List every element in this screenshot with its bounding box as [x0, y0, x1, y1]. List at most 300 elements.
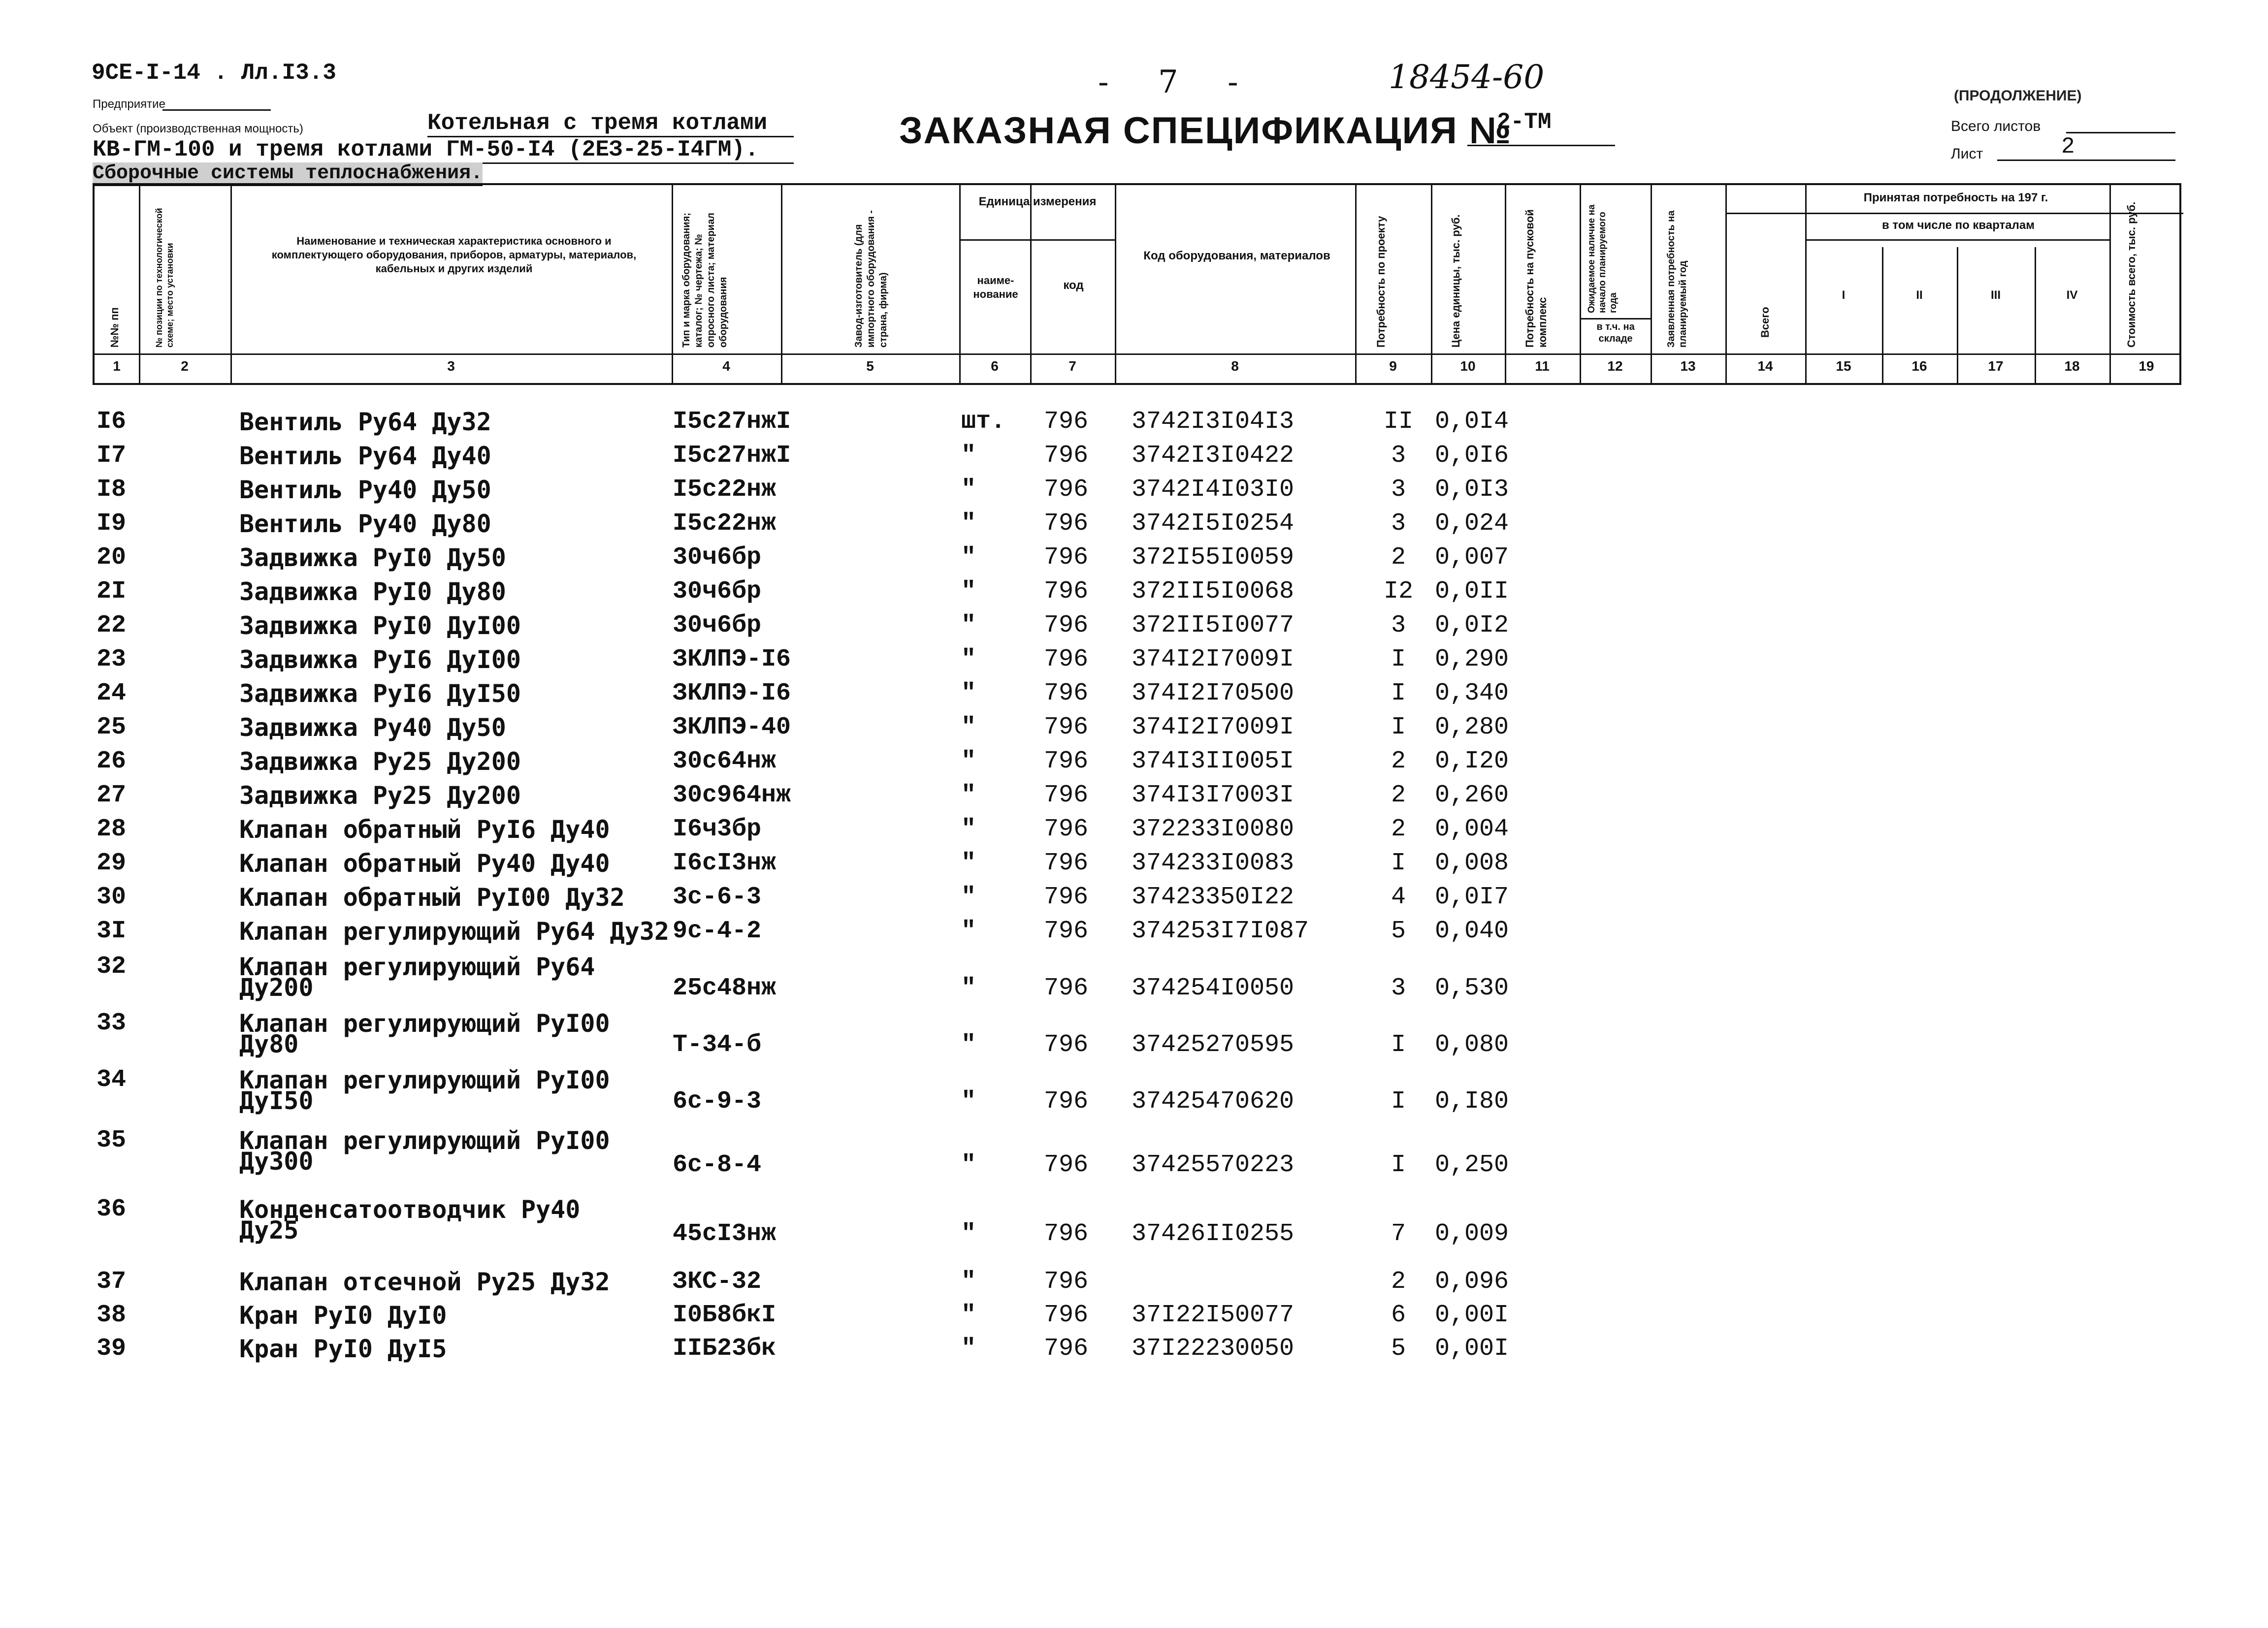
- page-mark: - 7 -: [1098, 64, 1258, 100]
- row-number: 28: [97, 815, 127, 843]
- row-type: 30ч6бр: [673, 543, 762, 572]
- colnum-17: 17: [1988, 358, 2004, 374]
- row-unit-code: 796: [1044, 679, 1089, 707]
- row-equipment-code: 374I3II005I: [1132, 747, 1295, 775]
- col-divider: [1651, 185, 1652, 383]
- table-row: [0, 577, 2268, 612]
- header-number-divider: [95, 353, 2179, 355]
- row-name: Клапан обратный РуI00 Ду32: [239, 883, 625, 912]
- row-equipment-code: 374254I0050: [1132, 974, 1295, 1002]
- row-number: 37: [97, 1268, 127, 1296]
- header-q2: II: [1916, 288, 1923, 302]
- row-number: 38: [97, 1301, 127, 1329]
- row-need: I: [1391, 679, 1406, 707]
- row-name-line2: Ду80: [239, 1030, 299, 1058]
- row-unit: ": [961, 917, 976, 945]
- hand-number: 18454-60: [1389, 58, 1545, 96]
- row-equipment-code: 37426II0255: [1132, 1220, 1295, 1248]
- col-divider: [1355, 185, 1357, 383]
- row-need: 2: [1391, 781, 1406, 809]
- table-row: [0, 883, 2268, 918]
- row-unit-code: 796: [1044, 645, 1089, 673]
- row-name: Клапан регулирующий Ру64 Ду32: [239, 917, 669, 946]
- table-row: [0, 1066, 2268, 1120]
- table-row: [0, 1009, 2268, 1063]
- table-row: [0, 1268, 2268, 1302]
- row-equipment-code: 3742I3I0422: [1132, 442, 1295, 470]
- colnum-13: 13: [1680, 358, 1696, 374]
- row-need: 3: [1391, 974, 1406, 1002]
- row-price: 0,0I6: [1435, 442, 1509, 470]
- row-number: I8: [97, 476, 127, 504]
- table-row: [0, 679, 2268, 714]
- object-text-1: Котельная с тремя котлами: [427, 110, 794, 137]
- row-type: 30с64нж: [673, 747, 777, 775]
- row-unit: ": [961, 510, 976, 538]
- header-accepted: Принятая потребность на 197 г.: [1863, 191, 2048, 204]
- row-name: Кран РуI0 ДуI5: [239, 1335, 447, 1363]
- row-number: 25: [97, 713, 127, 741]
- row-price: 0,009: [1435, 1220, 1509, 1248]
- row-need: 3: [1391, 442, 1406, 470]
- table-row: [0, 1195, 2268, 1254]
- header-c4: Тип и марка оборудования; каталог; № чертежа; № опросного листа; материал оборудования: [681, 213, 729, 348]
- header-c13: Заявленная потребность на планируемый год: [1666, 210, 1688, 348]
- colnum-9: 9: [1389, 358, 1397, 374]
- row-number: I9: [97, 510, 127, 538]
- row-number: 27: [97, 781, 127, 809]
- colnum-4: 4: [722, 358, 730, 374]
- row-type: 30ч6бр: [673, 611, 762, 639]
- row-unit: ": [961, 1268, 976, 1296]
- row-type: IIБ23бк: [673, 1335, 777, 1363]
- row-price: 0,00I: [1435, 1301, 1509, 1329]
- colnum-12: 12: [1607, 358, 1623, 374]
- row-unit: ": [961, 543, 976, 572]
- row-equipment-code: 374I2I70500: [1132, 679, 1295, 707]
- row-name: Клапан регулирующий РуI00: [239, 1009, 610, 1038]
- row-need: 2: [1391, 1268, 1406, 1296]
- row-unit-code: 796: [1044, 1220, 1089, 1248]
- row-need: I2: [1383, 577, 1413, 606]
- col-divider: [1725, 185, 1727, 383]
- row-name: Клапан обратный Ру40 Ду40: [239, 849, 610, 878]
- row-unit-code: 796: [1044, 577, 1089, 606]
- row-number: 36: [97, 1195, 127, 1223]
- table-row: [0, 953, 2268, 1007]
- row-equipment-code: 374I2I7009I: [1132, 713, 1295, 741]
- row-equipment-code: 372II5I0077: [1132, 611, 1295, 639]
- header-q1: I: [1842, 288, 1846, 302]
- header-q3: III: [1990, 288, 2001, 302]
- row-type: ЗКЛПЭ-I6: [673, 645, 791, 673]
- object-text-2: КВ-ГМ-100 и тремя котлами ГМ-50-I4 (2ЕЗ-25-I4ГМ).: [93, 137, 794, 164]
- row-unit-code: 796: [1044, 849, 1089, 877]
- row-unit: ": [961, 611, 976, 639]
- row-name: Клапан регулирующий РуI00: [239, 1066, 610, 1094]
- continuation-label: (ПРОДОЛЖЕНИЕ): [1954, 88, 2082, 104]
- row-unit-code: 796: [1044, 476, 1089, 504]
- table-row: [0, 476, 2268, 510]
- row-name: Задвижка РуI6 ДуI50: [239, 679, 521, 708]
- row-type: I5с22нж: [673, 476, 777, 504]
- header-c7: код: [1063, 279, 1084, 292]
- row-type: ЗКС-32: [673, 1268, 762, 1296]
- row-name: Вентиль Ру40 Ду50: [239, 476, 491, 504]
- row-name: Конденсатоотводчик Ру40: [239, 1195, 581, 1224]
- row-equipment-code: 3742I5I0254: [1132, 510, 1295, 538]
- row-price: 0,080: [1435, 1031, 1509, 1059]
- row-equipment-code: 37425570223: [1132, 1151, 1295, 1179]
- row-unit-code: 796: [1044, 611, 1089, 639]
- row-equipment-code: 374253I7I087: [1132, 917, 1309, 945]
- colnum-7: 7: [1069, 358, 1076, 374]
- row-name: Кран РуI0 ДуI0: [239, 1301, 447, 1330]
- row-equipment-code: 37I22230050: [1132, 1335, 1295, 1363]
- row-number: 32: [97, 953, 127, 981]
- col-divider: [1431, 185, 1432, 383]
- row-name: Задвижка Ру25 Ду200: [239, 781, 521, 810]
- row-equipment-code: 374I3I7003I: [1132, 781, 1295, 809]
- row-unit-code: 796: [1044, 1087, 1089, 1116]
- col-divider: [672, 185, 673, 383]
- colnum-14: 14: [1757, 358, 1773, 374]
- row-number: I7: [97, 442, 127, 470]
- row-name-line2: Ду300: [239, 1147, 314, 1176]
- colnum-18: 18: [2064, 358, 2080, 374]
- col-divider: [1030, 185, 1032, 383]
- object-text-3: Сборочные системы теплоснабжения.: [93, 162, 483, 186]
- row-price: 0,040: [1435, 917, 1509, 945]
- header-c1: №№ пп: [108, 307, 121, 348]
- row-need: 4: [1391, 883, 1406, 911]
- row-number: 26: [97, 747, 127, 775]
- row-need: 5: [1391, 917, 1406, 945]
- header-c11: Потребность на пусковой комплекс: [1523, 209, 1549, 348]
- row-unit-code: 796: [1044, 442, 1089, 470]
- row-name: Задвижка Ру25 Ду200: [239, 747, 521, 776]
- row-equipment-code: 3742I3I04I3: [1132, 408, 1295, 436]
- colnum-2: 2: [181, 358, 189, 374]
- row-unit: ": [961, 815, 976, 843]
- row-price: 0,I80: [1435, 1087, 1509, 1116]
- row-type: 6с-9-3: [673, 1087, 762, 1116]
- row-equipment-code: 372II5I0068: [1132, 577, 1295, 606]
- header-c10: Цена единицы, тыс. руб.: [1450, 214, 1462, 348]
- row-name: Задвижка Ру40 Ду50: [239, 713, 506, 742]
- row-equipment-code: 37425270595: [1132, 1031, 1295, 1059]
- col-divider: [2109, 185, 2111, 383]
- row-unit: шт.: [961, 408, 1006, 436]
- table-row: [0, 408, 2268, 442]
- page-title: ЗАКАЗНАЯ СПЕЦИФИКАЦИЯ №: [899, 110, 1512, 152]
- row-price: 0,0I3: [1435, 476, 1509, 504]
- row-number: 22: [97, 611, 127, 639]
- enterprise-label: Предприятие: [93, 97, 165, 111]
- row-need: I: [1391, 645, 1406, 673]
- row-unit: ": [961, 476, 976, 504]
- col-divider: [1505, 185, 1506, 383]
- row-unit: ": [961, 974, 976, 1002]
- sheet-label: Лист: [1951, 146, 1983, 162]
- row-number: 30: [97, 883, 127, 911]
- header-c2: № позиции по технологической схеме; место установки: [154, 208, 175, 348]
- row-unit-code: 796: [1044, 747, 1089, 775]
- row-name-line2: Ду200: [239, 973, 314, 1002]
- row-equipment-code: 372I55I0059: [1132, 543, 1295, 572]
- row-unit: ": [961, 1031, 976, 1059]
- row-need: 2: [1391, 815, 1406, 843]
- row-price: 0,0I2: [1435, 611, 1509, 639]
- colnum-6: 6: [991, 358, 999, 374]
- table-row: [0, 849, 2268, 884]
- row-type: 3с-6-3: [673, 883, 762, 911]
- row-unit-code: 796: [1044, 1335, 1089, 1363]
- table-row: [0, 1335, 2268, 1369]
- col-divider: [1805, 185, 1807, 383]
- enterprise-line: [162, 109, 271, 111]
- row-need: 3: [1391, 476, 1406, 504]
- row-unit-code: 796: [1044, 917, 1089, 945]
- row-name: Задвижка РуI0 Ду80: [239, 577, 506, 606]
- header-q4: IV: [2066, 288, 2078, 302]
- row-price: 0,024: [1435, 510, 1509, 538]
- row-unit-code: 796: [1044, 543, 1089, 572]
- table-row: [0, 645, 2268, 680]
- row-price: 0,290: [1435, 645, 1509, 673]
- table-row: [0, 747, 2268, 782]
- row-name: Задвижка РуI0 Ду50: [239, 543, 506, 572]
- row-type: 30ч6бр: [673, 577, 762, 606]
- row-price: 0,0I4: [1435, 408, 1509, 436]
- row-need: 7: [1391, 1220, 1406, 1248]
- row-type: 9с-4-2: [673, 917, 762, 945]
- row-type: 6с-8-4: [673, 1151, 762, 1179]
- row-price: 0,0II: [1435, 577, 1509, 606]
- row-type: 45сI3нж: [673, 1220, 777, 1248]
- row-name: Клапан отсечной Ру25 Ду32: [239, 1268, 610, 1296]
- row-name: Задвижка РуI6 ДуI00: [239, 645, 521, 674]
- accepted-divider: [1725, 213, 2183, 214]
- row-equipment-code: 3742I4I03I0: [1132, 476, 1295, 504]
- row-number: 39: [97, 1335, 127, 1363]
- row-equipment-code: 372233I0080: [1132, 815, 1295, 843]
- colnum-16: 16: [1912, 358, 1927, 374]
- row-unit-code: 796: [1044, 974, 1089, 1002]
- spec-number: [1467, 107, 1615, 146]
- row-need: 6: [1391, 1301, 1406, 1329]
- col-divider: [781, 185, 782, 383]
- colnum-10: 10: [1460, 358, 1476, 374]
- stock-divider: [1580, 318, 1651, 319]
- row-number: 24: [97, 679, 127, 707]
- table-row: [0, 543, 2268, 578]
- row-unit: ": [961, 645, 976, 673]
- col-divider: [1580, 185, 1581, 383]
- row-need: 3: [1391, 611, 1406, 639]
- sheet-line: [1997, 160, 2175, 161]
- row-price: 0,260: [1435, 781, 1509, 809]
- row-need: 5: [1391, 1335, 1406, 1363]
- row-price: 0,096: [1435, 1268, 1509, 1296]
- row-price: 0,0I7: [1435, 883, 1509, 911]
- row-price: 0,340: [1435, 679, 1509, 707]
- table-row: [0, 713, 2268, 748]
- row-name-line2: ДуI50: [239, 1086, 314, 1115]
- row-need: I: [1391, 849, 1406, 877]
- row-need: I: [1391, 1151, 1406, 1179]
- total-sheets-line: [2066, 132, 2175, 133]
- row-price: 0,008: [1435, 849, 1509, 877]
- row-unit-code: 796: [1044, 510, 1089, 538]
- row-unit-code: 796: [1044, 1268, 1089, 1296]
- row-unit: ": [961, 1301, 976, 1329]
- colnum-8: 8: [1231, 358, 1239, 374]
- header-c12b: в т.ч. на складе: [1596, 321, 1635, 344]
- row-type: Т-34-б: [673, 1031, 762, 1059]
- table-row: [0, 1301, 2268, 1336]
- row-unit: ": [961, 577, 976, 606]
- row-unit-code: 796: [1044, 408, 1089, 436]
- row-number: 34: [97, 1066, 127, 1094]
- row-unit-code: 796: [1044, 713, 1089, 741]
- row-type: ЗКЛПЭ-40: [673, 713, 791, 741]
- colnum-19: 19: [2138, 358, 2154, 374]
- colnum-3: 3: [447, 358, 455, 374]
- unit-group-divider: [959, 239, 1115, 241]
- colnum-1: 1: [113, 358, 121, 374]
- colnum-5: 5: [866, 358, 874, 374]
- row-unit: ": [961, 1220, 976, 1248]
- row-need: II: [1383, 408, 1413, 436]
- row-name-line2: Ду25: [239, 1216, 299, 1245]
- header-c14: Всего: [1759, 307, 1771, 338]
- row-unit: ": [961, 679, 976, 707]
- row-name: Клапан регулирующий РуI00: [239, 1126, 610, 1155]
- row-unit-code: 796: [1044, 1031, 1089, 1059]
- row-need: I: [1391, 713, 1406, 741]
- row-number: 29: [97, 849, 127, 877]
- row-need: I: [1391, 1087, 1406, 1116]
- header-c6-group: Единица измерения: [978, 195, 1097, 208]
- row-unit-code: 796: [1044, 883, 1089, 911]
- row-price: 0,007: [1435, 543, 1509, 572]
- row-price: 0,I20: [1435, 747, 1509, 775]
- row-type: I5с27нжI: [673, 408, 791, 436]
- col-divider: [139, 185, 140, 383]
- row-type: 25с48нж: [673, 974, 777, 1002]
- row-name: Вентиль Ру40 Ду80: [239, 510, 491, 538]
- row-equipment-code: 37I22I50077: [1132, 1301, 1295, 1329]
- header-c6: наиме-нование: [973, 274, 1018, 300]
- row-unit-code: 796: [1044, 815, 1089, 843]
- row-name: Клапан регулирующий Ру64: [239, 953, 595, 981]
- row-equipment-code: 37423350I22: [1132, 883, 1295, 911]
- header-c9: Потребность по проекту: [1375, 216, 1387, 348]
- row-unit: ": [961, 442, 976, 470]
- row-name: Вентиль Ру64 Ду32: [239, 408, 491, 436]
- row-price: 0,250: [1435, 1151, 1509, 1179]
- header-c19: Стоимость всего, тыс. руб.: [2125, 201, 2138, 348]
- row-unit-code: 796: [1044, 1151, 1089, 1179]
- col-divider: [1115, 185, 1116, 383]
- row-number: 3I: [97, 917, 127, 945]
- spec-table-header: [93, 183, 2181, 385]
- col-divider: [959, 185, 961, 383]
- row-name: Вентиль Ру64 Ду40: [239, 442, 491, 470]
- header-quarters: в том числе по кварталам: [1881, 219, 2035, 232]
- row-type: ЗКЛПЭ-I6: [673, 679, 791, 707]
- table-row: [0, 781, 2268, 816]
- table-row: [0, 442, 2268, 476]
- header-c12: Ожидаемое наличие на начало планируемого года: [1587, 204, 1619, 313]
- sheet-value: 2: [2061, 134, 2075, 160]
- row-unit: ": [961, 849, 976, 877]
- row-number: 2I: [97, 577, 127, 606]
- row-type: I5с22нж: [673, 510, 777, 538]
- table-row: [0, 611, 2268, 646]
- colnum-11: 11: [1535, 358, 1550, 374]
- header-c5: Завод-изготовитель (для импортного оборудования - страна, фирма): [853, 210, 889, 348]
- row-type: I5с27нжI: [673, 442, 791, 470]
- row-unit: ": [961, 747, 976, 775]
- row-type: I6ч3бр: [673, 815, 762, 843]
- total-sheets-label: Всего листов: [1951, 118, 2041, 134]
- row-unit-code: 796: [1044, 781, 1089, 809]
- row-price: 0,00I: [1435, 1335, 1509, 1363]
- row-need: 2: [1391, 747, 1406, 775]
- row-unit: ": [961, 1335, 976, 1363]
- header-c8: Код оборудования, материалов: [1143, 249, 1330, 262]
- quarters-divider: [1805, 239, 2109, 241]
- row-number: 35: [97, 1126, 127, 1154]
- row-price: 0,530: [1435, 974, 1509, 1002]
- col-divider: [230, 185, 232, 383]
- row-type: I0Б8бкI: [673, 1301, 777, 1329]
- row-number: I6: [97, 408, 127, 436]
- row-unit-code: 796: [1044, 1301, 1089, 1329]
- row-equipment-code: 374I2I7009I: [1132, 645, 1295, 673]
- row-type: I6сI3нж: [673, 849, 777, 877]
- row-unit: ": [961, 781, 976, 809]
- spec-number-value: 2-ТМ: [1497, 109, 1552, 135]
- row-unit: ": [961, 1087, 976, 1116]
- row-need: 3: [1391, 510, 1406, 538]
- row-name: Задвижка РуI0 ДуI00: [239, 611, 521, 640]
- row-number: 23: [97, 645, 127, 673]
- row-type: 30с964нж: [673, 781, 791, 809]
- row-price: 0,280: [1435, 713, 1509, 741]
- row-need: I: [1391, 1031, 1406, 1059]
- header-c3: Наименование и техническая характеристика основного и комплектующего оборудования, приборов, арматуры, материалов, кабельных и других изделий: [271, 235, 637, 275]
- row-equipment-code: 37425470620: [1132, 1087, 1295, 1116]
- row-price: 0,004: [1435, 815, 1509, 843]
- row-need: 2: [1391, 543, 1406, 572]
- row-name: Клапан обратный РуI6 Ду40: [239, 815, 610, 844]
- row-unit: ": [961, 883, 976, 911]
- row-number: 33: [97, 1009, 127, 1037]
- table-row: [0, 1126, 2268, 1185]
- table-row: [0, 815, 2268, 850]
- row-number: 20: [97, 543, 127, 572]
- row-unit: ": [961, 1151, 976, 1179]
- doc-code: 9СЕ-I-14 . Лл.I3.3: [92, 60, 336, 86]
- colnum-15: 15: [1836, 358, 1851, 374]
- row-equipment-code: 374233I0083: [1132, 849, 1295, 877]
- table-row: [0, 510, 2268, 544]
- row-unit: ": [961, 713, 976, 741]
- object-label: Объект (производственная мощность): [93, 122, 303, 135]
